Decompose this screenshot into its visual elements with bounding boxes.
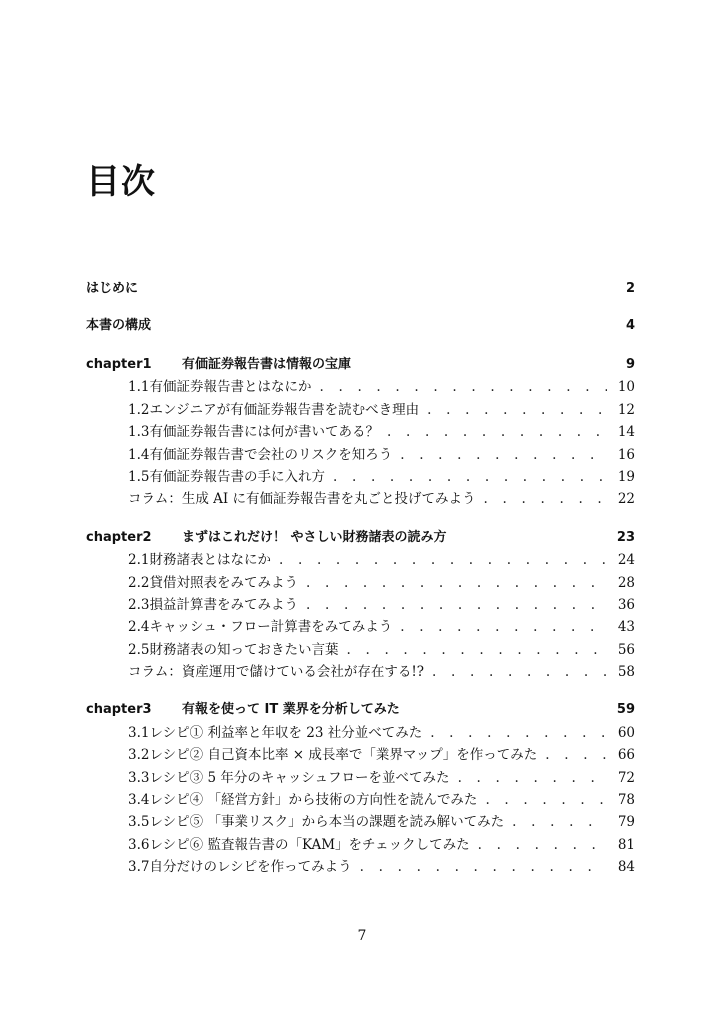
- chapter-page: 59: [616, 702, 635, 718]
- section-number: 2.2: [128, 574, 150, 591]
- section-title: 有価証券報告書で会社のリスクを知ろう: [149, 446, 393, 463]
- section-title: 財務諸表の知っておきたい言葉: [149, 641, 339, 658]
- dot-leader: [333, 469, 607, 485]
- dot-leader: [346, 642, 607, 658]
- section-title: 有価証券報告書とはなにか: [149, 379, 312, 396]
- toc-entry-front[interactable]: [86, 278, 635, 300]
- dot-leader: [478, 837, 607, 853]
- section-number: 3.5: [128, 814, 150, 831]
- section-number: 3.1: [128, 724, 150, 741]
- page-number: 7: [357, 928, 367, 944]
- section-title: コラム：資産運用で儲けている会社が存在する!?: [128, 664, 425, 681]
- entry-title: 本書の構成: [86, 318, 152, 333]
- section-page: 66: [617, 747, 635, 764]
- dot-leader: [387, 424, 607, 440]
- toc-entry-chapter[interactable]: [86, 353, 635, 375]
- toc-entry-section[interactable]: [86, 660, 635, 682]
- section-title: レシピ② 自己資本比率 × 成長率で「業界マップ」を作ってみた: [149, 747, 538, 764]
- toc-entry-section[interactable]: [86, 833, 635, 855]
- section-page: 56: [617, 641, 635, 658]
- toc-entry-section[interactable]: [86, 615, 635, 637]
- toc-entry-section[interactable]: [86, 788, 635, 810]
- dot-leader: [279, 552, 607, 568]
- chapter-label: chapter3: [86, 702, 152, 718]
- section-number: 3.6: [128, 836, 150, 853]
- section-page: 79: [617, 814, 635, 831]
- toc-entry-section[interactable]: [86, 855, 635, 877]
- section-number: 3.4: [128, 792, 150, 809]
- section-number: 3.3: [128, 769, 150, 786]
- section-page: 58: [617, 664, 635, 681]
- toc-entry-chapter[interactable]: [86, 698, 635, 720]
- section-number: 1.3: [128, 424, 150, 441]
- toc-entry-chapter[interactable]: [86, 526, 635, 548]
- section-page: 10: [617, 379, 635, 396]
- chapter-page: 9: [625, 357, 635, 372]
- chapter-title: 有報を使って IT 業界を分析してみた: [182, 702, 400, 718]
- section-page: 24: [617, 552, 635, 569]
- chapter-title: まずはこれだけ！ やさしい財務諸表の読み方: [182, 529, 447, 545]
- section-title: レシピ⑥ 監査報告書の「KAM」をチェックしてみた: [149, 836, 470, 853]
- section-title: 損益計算書をみてみよう: [149, 596, 298, 613]
- section-page: 12: [617, 401, 635, 418]
- chapter-page: 23: [616, 529, 635, 545]
- section-number: 1.2: [128, 401, 150, 418]
- dot-leader: [545, 747, 607, 763]
- section-page: 60: [617, 724, 635, 741]
- toc-entry-section[interactable]: [86, 487, 635, 509]
- section-number: 2.5: [128, 641, 150, 658]
- section-page: 16: [617, 446, 635, 463]
- toc-entry-section[interactable]: [86, 443, 635, 465]
- section-title: コラム：生成 AI に有価証券報告書を丸ごと投げてみよう: [128, 491, 476, 508]
- toc-entry-section[interactable]: [86, 420, 635, 442]
- toc-entry-section[interactable]: [86, 766, 635, 788]
- toc-entry-section[interactable]: [86, 398, 635, 420]
- section-title: 有価証券報告書の手に入れ方: [149, 468, 325, 485]
- dot-leader: [512, 814, 607, 830]
- section-title: 貸借対照表をみてみよう: [149, 574, 298, 591]
- toc-entry-section[interactable]: [86, 810, 635, 832]
- section-title: 財務諸表とはなにか: [149, 552, 271, 569]
- section-page: 28: [617, 574, 635, 591]
- section-number: 1.1: [128, 379, 150, 396]
- dot-leader: [306, 575, 607, 591]
- toc-entry-section[interactable]: [86, 743, 635, 765]
- toc-entry-section[interactable]: [86, 375, 635, 397]
- section-page: 81: [617, 836, 635, 853]
- section-page: 43: [617, 619, 635, 636]
- section-page: 72: [617, 769, 635, 786]
- chapter-label: chapter1: [86, 357, 152, 372]
- dot-leader: [485, 792, 607, 808]
- section-title: レシピ④ 「経営方針」から技術の方向性を読んでみた: [149, 792, 478, 809]
- table-of-contents: [86, 278, 635, 878]
- section-page: 84: [617, 859, 635, 876]
- section-title: 有価証券報告書には何が書いてある？: [149, 424, 379, 441]
- section-number: 2.4: [128, 619, 150, 636]
- section-number: 1.4: [128, 446, 150, 463]
- section-number: 3.2: [128, 747, 150, 764]
- section-title: エンジニアが有価証券報告書を読むべき理由: [149, 401, 420, 418]
- section-page: 78: [617, 792, 635, 809]
- dot-leader: [306, 597, 607, 613]
- chapter-label: chapter2: [86, 529, 152, 545]
- page-title: 目次: [86, 162, 156, 202]
- section-number: 2.3: [128, 596, 150, 613]
- section-number: 1.5: [128, 468, 150, 485]
- section-number: 2.1: [128, 552, 150, 569]
- dot-leader: [400, 619, 607, 635]
- toc-entry-section[interactable]: [86, 593, 635, 615]
- dot-leader: [484, 491, 607, 507]
- section-page: 22: [617, 491, 635, 508]
- section-title: レシピ③ 5 年分のキャッシュフローを並べてみた: [149, 769, 450, 786]
- toc-entry-section[interactable]: [86, 721, 635, 743]
- section-page: 19: [617, 468, 635, 485]
- toc-entry-section[interactable]: [86, 571, 635, 593]
- toc-entry-section[interactable]: [86, 465, 635, 487]
- section-page: 14: [617, 424, 635, 441]
- section-title: レシピ① 利益率と年収を 23 社分並べてみた: [149, 724, 423, 741]
- chapter-title: 有価証券報告書は情報の宝庫: [182, 357, 352, 372]
- entry-page: 2: [625, 281, 635, 296]
- entry-title: はじめに: [86, 281, 139, 296]
- dot-leader: [319, 379, 607, 395]
- dot-leader: [432, 664, 607, 680]
- dot-leader: [430, 725, 607, 741]
- dot-leader: [427, 402, 607, 418]
- toc-entry-front[interactable]: [86, 315, 635, 337]
- section-title: 自分だけのレシピを作ってみよう: [149, 859, 352, 876]
- toc-entry-section[interactable]: [86, 548, 635, 570]
- dot-leader: [360, 859, 607, 875]
- dot-leader: [458, 770, 607, 786]
- toc-entry-section[interactable]: [86, 638, 635, 660]
- dot-leader: [400, 447, 607, 463]
- section-number: 3.7: [128, 859, 150, 876]
- section-title: レシピ⑤ 「事業リスク」から本当の課題を読み解いてみた: [149, 814, 505, 831]
- section-title: キャッシュ・フロー計算書をみてみよう: [149, 619, 393, 636]
- section-page: 36: [617, 596, 635, 613]
- entry-page: 4: [625, 318, 635, 333]
